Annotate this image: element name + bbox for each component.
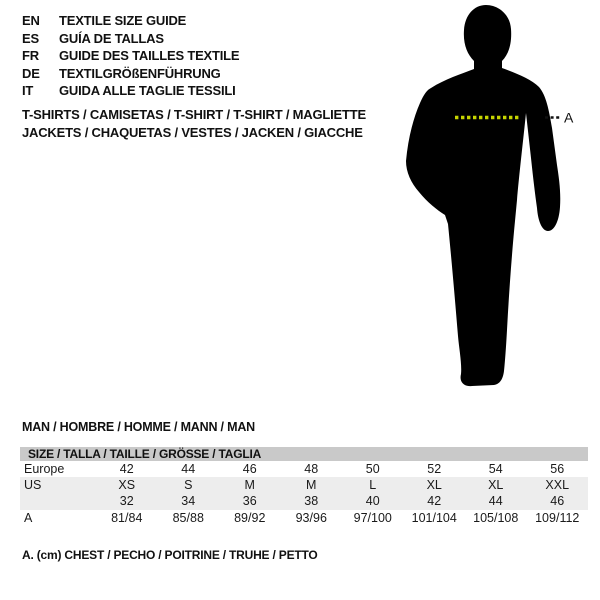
size-table <box>20 447 588 527</box>
table-row-chest-a <box>20 510 588 527</box>
cell: L <box>369 478 377 492</box>
cell: 38 <box>304 494 319 508</box>
cell: S <box>184 478 193 492</box>
row-label: A <box>24 511 33 525</box>
section-title-man: MAN / HOMBRE / HOMME / MANN / MAN <box>22 420 255 434</box>
cell: 89/92 <box>234 511 266 525</box>
cell: 36 <box>242 494 257 508</box>
man-silhouette-svg <box>400 0 600 400</box>
lang-code: ES <box>22 30 39 46</box>
lang-row-es <box>22 30 239 48</box>
category-line-jackets: JACKETS / CHAQUETAS / VESTES / JACKEN / GIACCHE <box>22 124 363 140</box>
lang-code: EN <box>22 13 40 28</box>
row-label: Europe <box>24 462 65 476</box>
cell: M <box>244 478 255 492</box>
cell: 93/96 <box>295 511 327 525</box>
cell: 97/100 <box>353 511 392 525</box>
row-label: US <box>24 478 42 492</box>
lang-label: TEXTILE SIZE GUIDE <box>59 13 187 28</box>
lang-label: TEXTILGRÖßENFÜHRUNG <box>59 65 221 81</box>
cell: 42 <box>119 462 134 476</box>
cell: 56 <box>550 462 565 476</box>
size-table-header: SIZE / TALLA / TAILLE / GRÖSSE / TAGLIA <box>20 447 588 461</box>
cell: 46 <box>550 494 565 508</box>
cell: 101/104 <box>411 511 457 525</box>
cell: XL <box>488 478 504 492</box>
measure-label-a: A <box>564 109 574 126</box>
lang-row-en <box>22 12 239 30</box>
lang-code: FR <box>22 48 39 63</box>
lang-label: GUÍA DE TALLAS <box>59 30 164 46</box>
man-silhouette <box>406 5 560 386</box>
cell: 44 <box>181 462 196 476</box>
cell: 52 <box>427 462 442 476</box>
lang-code: DE <box>22 65 40 81</box>
lang-label: GUIDE DES TAILLES TEXTILE <box>59 48 240 63</box>
cell: 44 <box>488 494 503 508</box>
language-list <box>22 12 239 100</box>
cell: 109/112 <box>535 511 580 525</box>
table-row-us <box>20 477 588 493</box>
cell: 42 <box>427 494 442 508</box>
cell: 54 <box>488 462 503 476</box>
lang-label: GUIDA ALLE TAGLIE TESSILI <box>59 83 236 98</box>
cell: XS <box>118 478 136 492</box>
cell: 85/88 <box>172 511 204 525</box>
cell: M <box>306 478 317 492</box>
cell: 46 <box>242 462 257 476</box>
cell: 50 <box>365 462 380 476</box>
lang-row-de <box>22 65 239 83</box>
table-row-europe <box>20 461 588 477</box>
cell: XXL <box>545 478 570 492</box>
lang-row-it <box>22 82 239 100</box>
cell: 32 <box>119 494 134 508</box>
man-silhouette-figure <box>400 0 600 400</box>
footnote-chest: A. (cm) CHEST / PECHO / POITRINE / TRUHE / PETTO <box>22 548 318 562</box>
cell: 48 <box>304 462 319 476</box>
category-line-tshirts: T-SHIRTS / CAMISETAS / T-SHIRT / T-SHIRT / MAGLIETTE <box>22 107 366 122</box>
table-row-us-numeric <box>20 493 588 510</box>
lang-code: IT <box>22 83 34 98</box>
cell: 40 <box>365 494 380 508</box>
cell: 81/84 <box>111 511 143 525</box>
cell: 105/108 <box>473 511 519 525</box>
cell: XL <box>426 478 442 492</box>
lang-row-fr <box>22 47 239 65</box>
category-block <box>22 106 366 141</box>
cell: 34 <box>181 494 196 508</box>
